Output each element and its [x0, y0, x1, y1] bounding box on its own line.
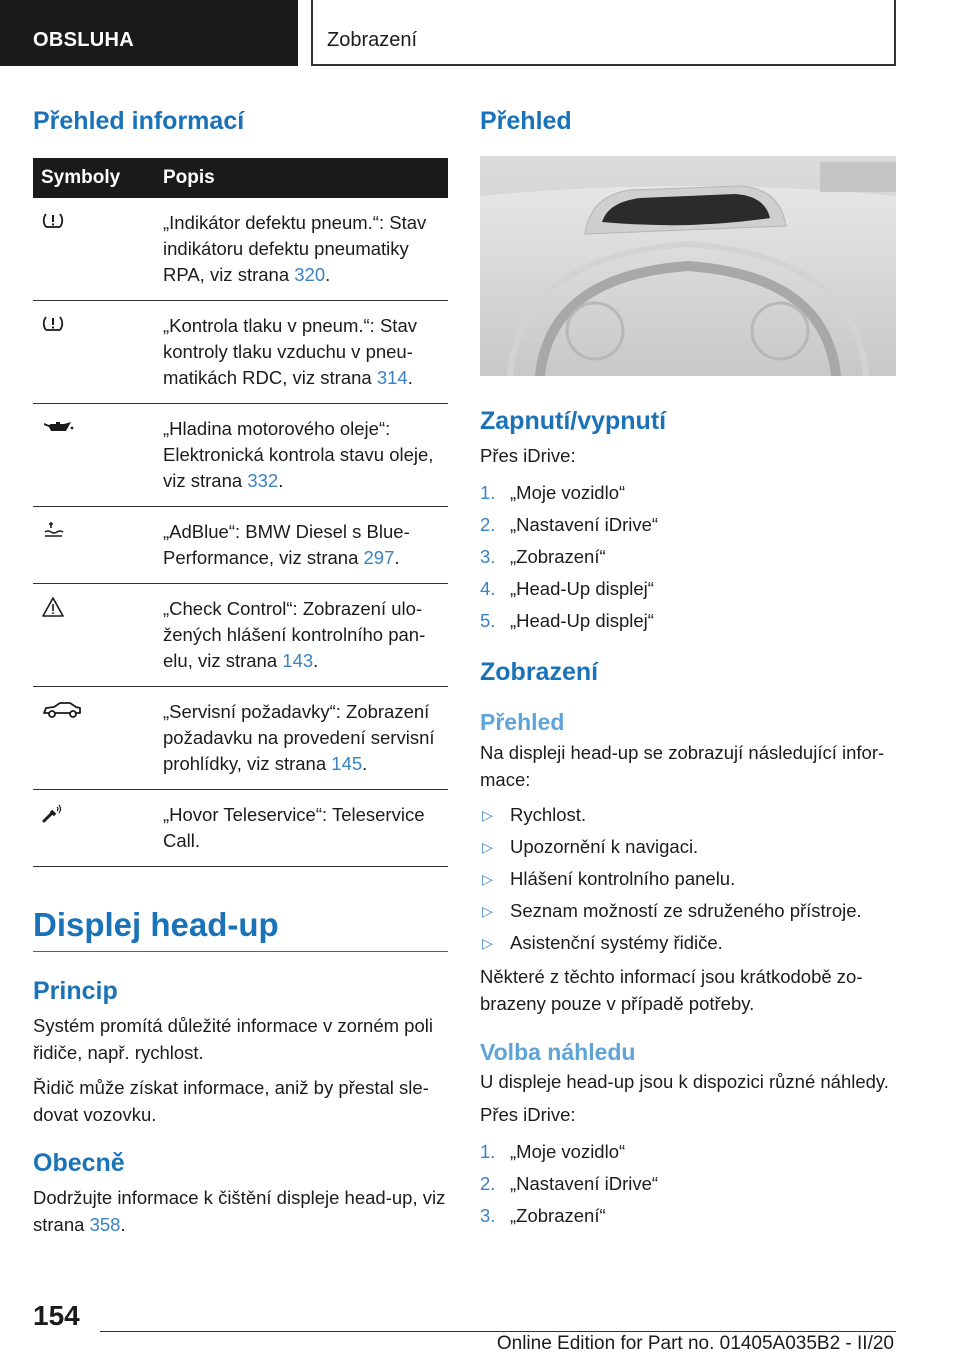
princip-paragraph-2: Řidič může získat informace, aniž by přestal sledovat vozovku.	[33, 1076, 429, 1125]
list-item: ▷ Upozornění k navigaci.	[482, 835, 699, 857]
page-link[interactable]: 297	[363, 547, 395, 568]
table-row: „Servisní požadavky“: Zobrazení požadavku na provedení servisní prohlídky, viz strana 145.	[33, 687, 448, 790]
row-text: „AdBlue“: BMW Diesel s BluePerformance, viz strana	[163, 521, 410, 568]
row-text: „Check Control“: Zobrazení uložených hlášení kontrolního panelu, viz strana	[163, 598, 426, 671]
service-car-icon	[41, 699, 83, 721]
page-number: 154	[33, 1300, 80, 1331]
list-item: ▷ Hlášení kontrolního panelu.	[482, 867, 736, 889]
princip-paragraph-1: Systém promítá důležité informace v zorném poli řidiče, např. rychlost.	[33, 1014, 433, 1063]
header-chapter-tab	[311, 0, 896, 66]
tire-defect-icon	[41, 210, 65, 232]
list-item: 4. „Head-Up displej“	[480, 578, 654, 599]
zapnuti-intro: Přes iDrive:	[480, 445, 576, 466]
row-text: „Hovor Teleservice“: Teleservice Call.	[163, 804, 425, 851]
prehled-paragraph: Na displeji head-up se zobrazují následující informace:	[480, 741, 885, 790]
princip-title: Princip	[33, 976, 118, 1005]
volba-intro: Přes iDrive:	[480, 1104, 576, 1126]
page-link[interactable]: 358	[89, 1213, 121, 1235]
list-item: ▷ Rychlost.	[482, 803, 587, 825]
row-text: „Hladina motorového oleje“: Elektronická kontrola stavu oleje, viz strana	[163, 418, 434, 491]
table-row: „Kontrola tlaku v pneum.“: Stav kontroly tlaku vzduchu v pneumatikách RDC, viz strana 314.	[33, 301, 448, 404]
prehled-subtitle: Přehled	[480, 709, 565, 735]
right-column	[480, 100, 896, 1232]
volba-paragraph: U displeje head-up jsou k dispozici různé náhledy.	[480, 1071, 889, 1093]
table-row: „Hladina motorového oleje“: Elektronická kontrola stavu oleje, viz strana 332.	[33, 404, 448, 507]
header-chapter-label: Zobrazení	[327, 29, 418, 51]
list-item: 3. „Zobrazení“	[480, 546, 606, 567]
zapnuti-steps	[480, 477, 896, 637]
row-text: „Kontrola tlaku v pneum.“: Stav kontroly tlaku vzduchu v pneumatikách RDC, viz strana	[163, 315, 417, 388]
row-text: „Indikátor defektu pneum.“: Stav indikátoru defektu pneumatiky RPA, viz strana	[163, 212, 427, 285]
zobrazeni-title: Zobrazení	[480, 658, 599, 686]
wrench-call-icon	[41, 802, 65, 824]
hud-dashboard-image	[480, 156, 896, 376]
list-item: ▷ Seznam možností ze sdruženého přístroje.	[482, 899, 862, 921]
prehled-bullets	[480, 799, 896, 959]
obecne-paragraph: Dodržujte informace k čištění displeje head-up, viz strana 358.	[33, 1186, 446, 1235]
adblue-icon	[41, 519, 65, 541]
page-link[interactable]: 314	[376, 367, 408, 388]
overview-right-title: Přehled	[480, 107, 572, 135]
list-item: 1. „Moje vozidlo“	[480, 482, 626, 503]
list-item: 5. „Head-Up displej“	[480, 610, 654, 631]
left-column	[33, 100, 448, 1238]
volba-title: Volba náhledu	[480, 1038, 636, 1065]
list-item: 2. „Nastavení iDrive“	[480, 1173, 659, 1195]
hud-title: Displej head-up	[33, 906, 279, 943]
table-header-symbols: Symboly	[33, 158, 163, 198]
footer-edition: Online Edition for Part no. 01405A035B2 - II/20	[496, 1333, 894, 1354]
obecne-title: Obecně	[33, 1148, 125, 1177]
table-header-description: Popis	[163, 158, 448, 198]
table-row: „AdBlue“: BMW Diesel s BluePerformance, viz strana 297.	[33, 507, 448, 584]
warning-triangle-icon	[41, 596, 65, 618]
hud-title-rule	[33, 951, 448, 952]
list-item: 2. „Nastavení iDrive“	[480, 514, 659, 535]
footer-rule	[100, 1331, 896, 1332]
tire-pressure-icon	[41, 313, 65, 335]
page-link[interactable]: 143	[282, 650, 314, 671]
volba-steps	[480, 1136, 896, 1232]
symbols-table	[33, 158, 448, 867]
page-link[interactable]: 145	[331, 753, 363, 774]
header-section-tab	[0, 0, 298, 66]
list-item: 1. „Moje vozidlo“	[480, 1141, 626, 1163]
after-bullets-paragraph: Některé z těchto informací jsou krátkodobě zobrazeny pouze v případě potřeby.	[480, 965, 863, 1014]
list-item: 3. „Zobrazení“	[480, 1205, 606, 1227]
oil-can-icon	[41, 416, 75, 438]
header-section-label: OBSLUHA	[33, 29, 134, 51]
overview-title: Přehled informací	[33, 107, 245, 135]
page-link[interactable]: 332	[247, 470, 279, 491]
zapnuti-title: Zapnutí/vypnutí	[480, 407, 667, 435]
table-row: „Indikátor defektu pneum.“: Stav indikátoru defektu pneumatiky RPA, viz strana 320.	[33, 198, 448, 301]
list-item: ▷ Asistenční systémy řidiče.	[482, 931, 723, 953]
row-text: „Servisní požadavky“: Zobrazení požadavku na provedení servisní prohlídky, viz strana	[163, 701, 435, 774]
hud-dashboard-photo	[480, 156, 896, 376]
obecne-text: Dodržujte informace k čištění displeje head-up, viz strana	[33, 1186, 446, 1235]
table-row: „Check Control“: Zobrazení uložených hlášení kontrolního panelu, viz strana 143.	[33, 584, 448, 687]
table-row	[33, 790, 448, 867]
page-link[interactable]: 320	[294, 264, 326, 285]
